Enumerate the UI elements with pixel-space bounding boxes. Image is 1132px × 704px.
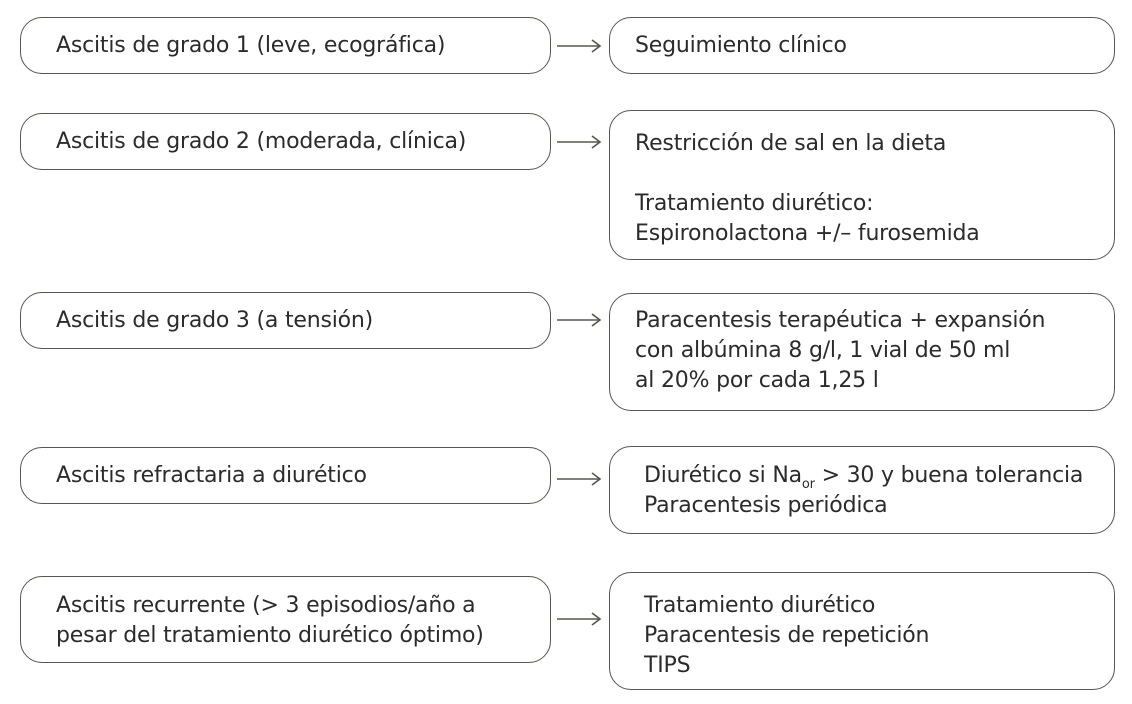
diuretic-treatment-text: Tratamiento diurético:: [635, 191, 874, 216]
follow-up-text: Seguimiento clínico: [635, 33, 847, 58]
repeat-paracentesis-text: Paracentesis de repetición: [644, 623, 930, 648]
ascitis-grade-1-label: Ascitis de grado 1 (leve, ecográfica): [56, 33, 446, 58]
salt-restriction-text: Restricción de sal en la dieta: [635, 131, 947, 156]
diuretic-condition-text: [644, 461, 1083, 491]
refractory-ascitis-label: Ascitis refractaria a diurético: [56, 463, 367, 488]
paracentesis-line-3: al 20% por cada 1,25 l: [635, 368, 879, 393]
recurrent-ascitis-line-1: Ascitis recurrente (> 3 episodios/año a: [56, 593, 476, 618]
tips-text: TIPS: [644, 653, 691, 678]
spironolactone-text: Espironolactona +/– furosemida: [635, 221, 980, 246]
diuretic-condition-prefix: Diurético si Na: [644, 463, 802, 488]
periodic-paracentesis-text: Paracentesis periódica: [644, 493, 888, 518]
arrow-icon: [556, 312, 606, 328]
arrow-icon: [556, 611, 606, 627]
diuretic-therapy-text: Tratamiento diurético: [644, 593, 876, 618]
ascitis-grade-3-label: Ascitis de grado 3 (a tensión): [56, 308, 374, 333]
paracentesis-line-2: con albúmina 8 g/l, 1 vial de 50 ml: [635, 338, 1011, 363]
arrow-icon: [556, 38, 606, 54]
paracentesis-line-1: Paracentesis terapéutica + expansión: [635, 308, 1046, 333]
ascitis-grade-2-label: Ascitis de grado 2 (moderada, clínica): [56, 129, 467, 154]
recurrent-ascitis-line-2: pesar del tratamiento diurético óptimo): [56, 623, 484, 648]
arrow-icon: [556, 134, 606, 150]
sodium-subscript: or: [801, 477, 815, 492]
diuretic-condition-suffix: > 30 y buena tolerancia: [821, 463, 1084, 488]
arrow-icon: [556, 471, 606, 487]
